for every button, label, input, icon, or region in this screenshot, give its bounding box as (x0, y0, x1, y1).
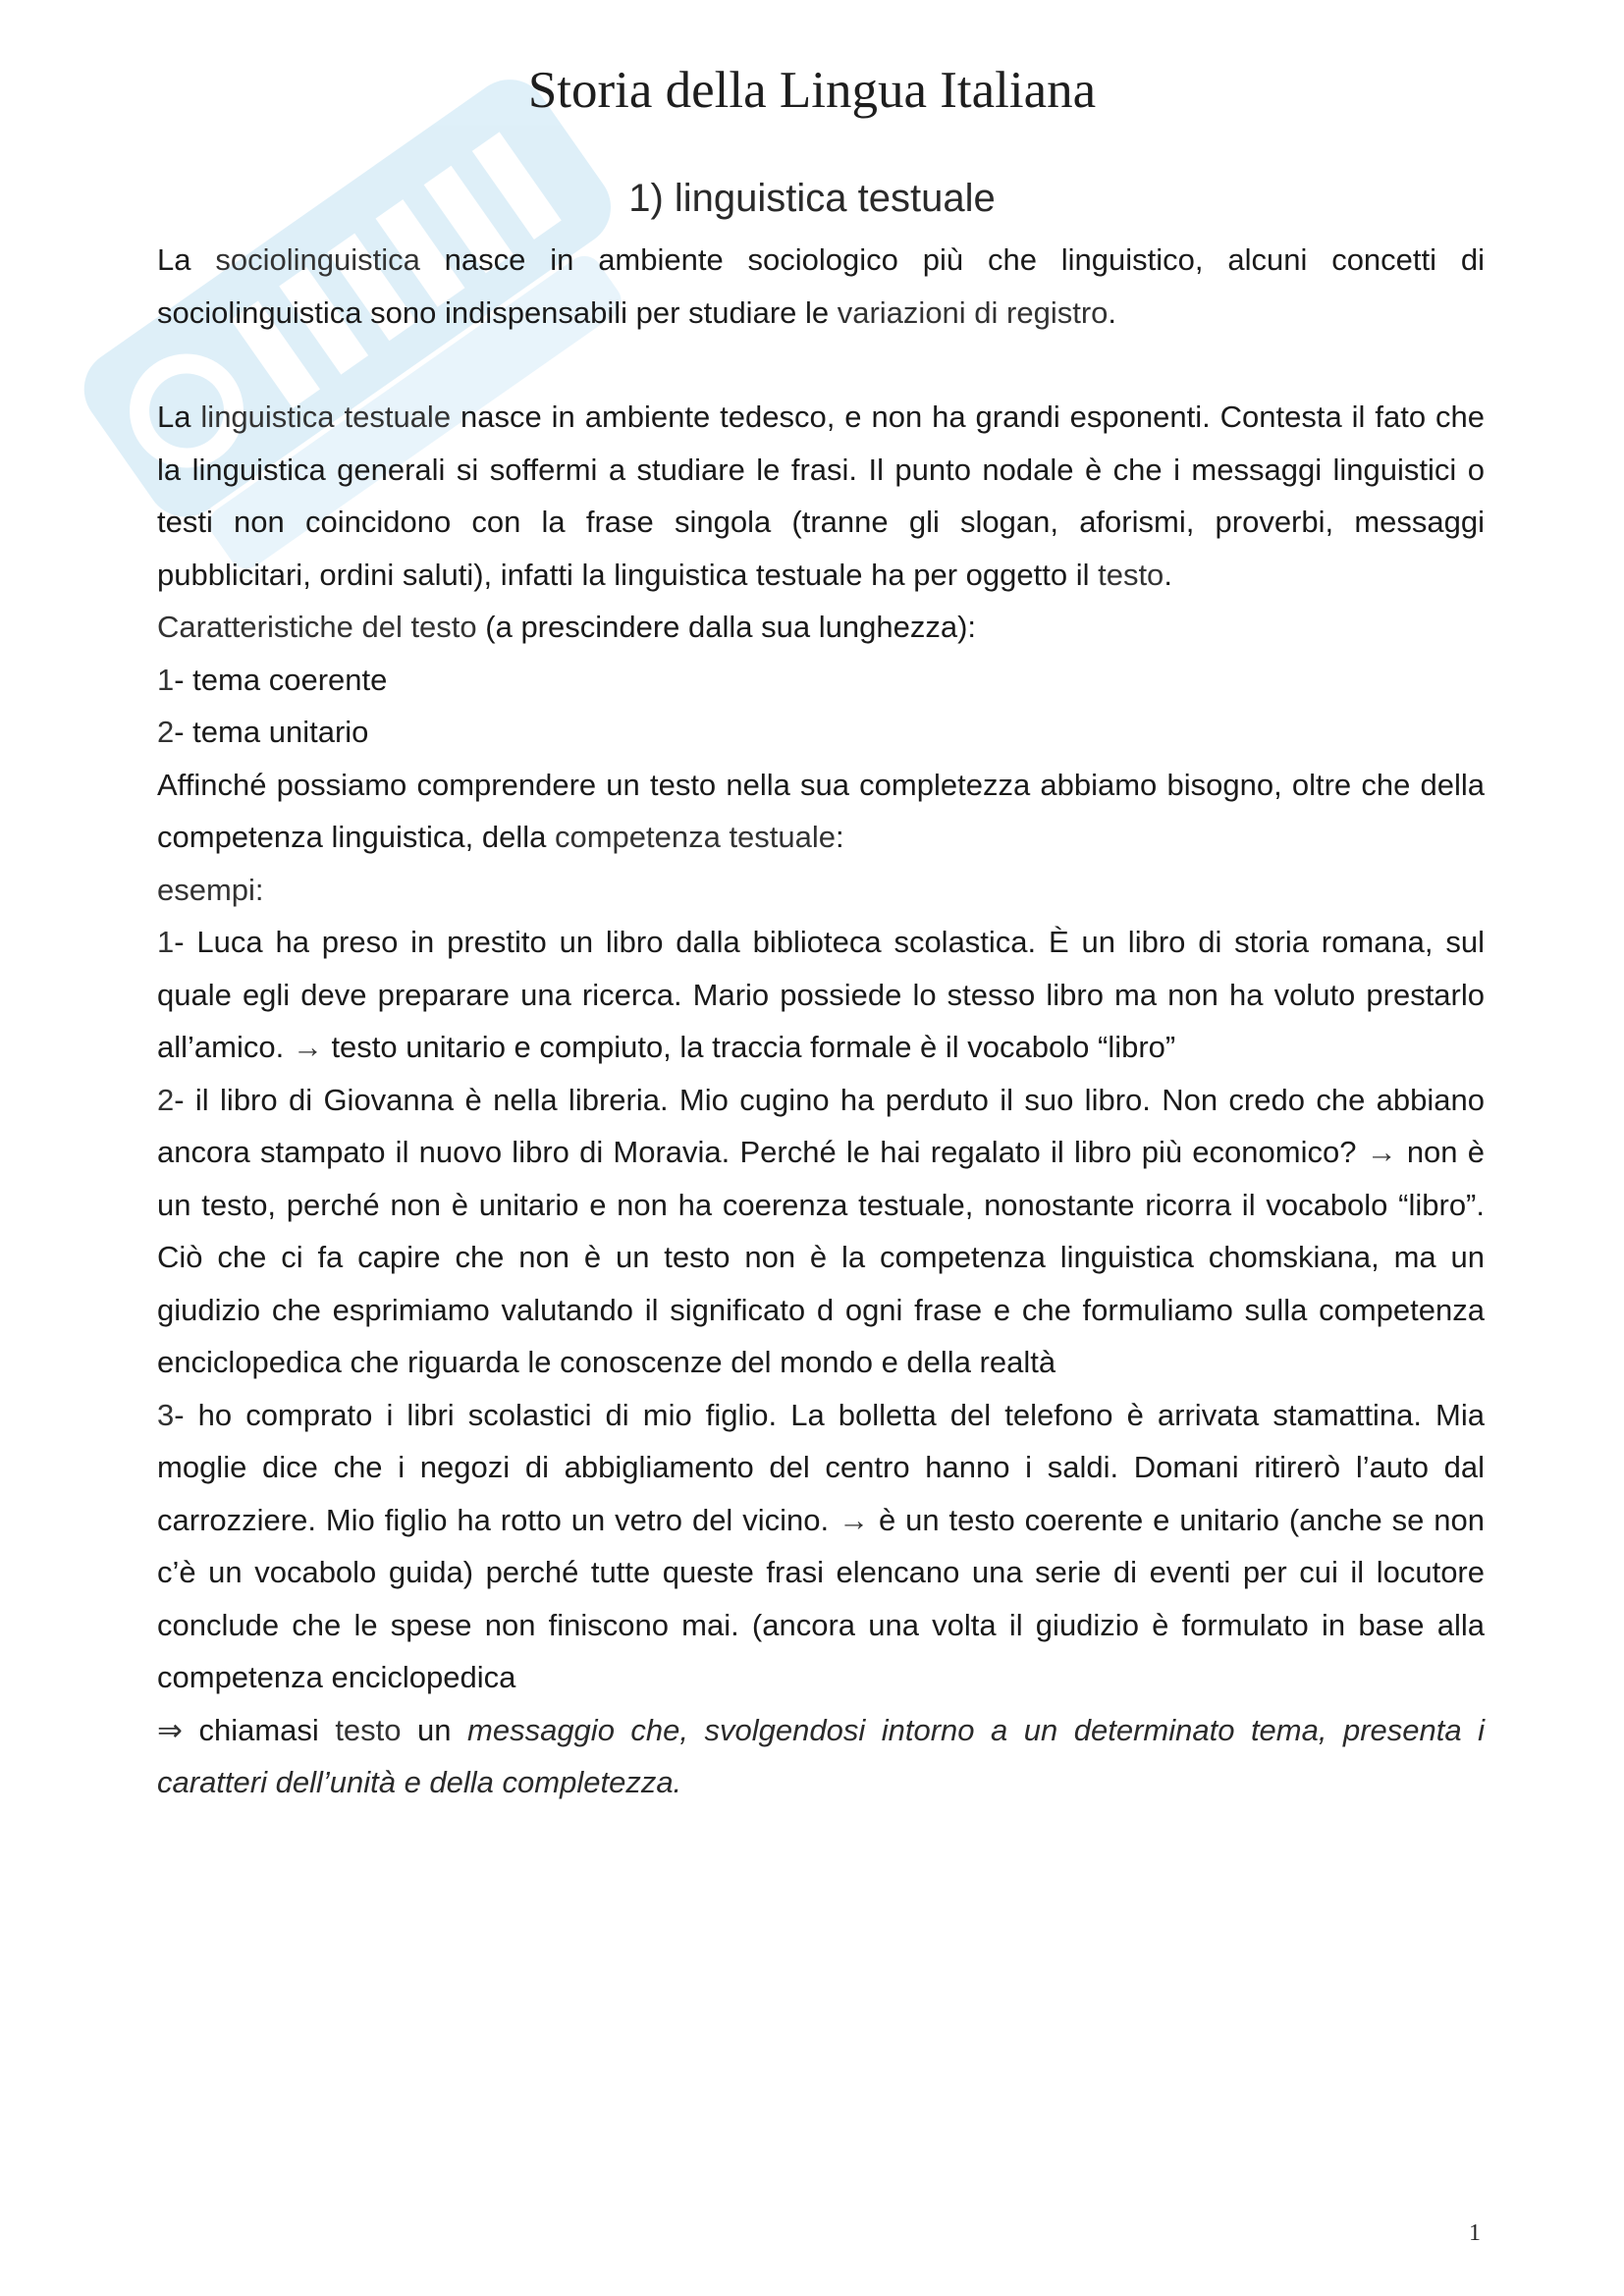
example-3: 3- ho comprato i libri scolastici di mio figlio. La bolletta del telefono è arrivata stamattina. Mia moglie dice che i negozi di abbigliamento del centro hanno i saldi. Domani ritirerò l’auto dal carrozziere. Mio figlio ha rotto un vetro del vicino. → è un testo coerente e unitario (anche se non c’è un vocabolo guida) perché tutte queste frasi elencano una serie di eventi per cui il locutore conclude che le spese non finiscono mai. (ancora una volta il giudizio è formulato in base alla competenza enciclopedica (157, 1397, 1485, 1694)
right-arrow-icon: → (839, 1502, 870, 1537)
example-1: 1- Luca ha preso in prestito un libro dalla biblioteca scolastica. È un libro di storia romana, sul quale egli deve preparare una ricerca. Mario possiede lo stesso libro ma non ha voluto prestarlo all’amico. → testo unitario e compiuto, la traccia formale è il vocabolo “libro” (157, 925, 1485, 1064)
paragraph-gap (157, 339, 1485, 391)
document-title: Storia della Lingua Italiana (527, 62, 1097, 119)
page-number: 1 (1469, 2220, 1481, 2246)
paragraph-sociolinguistica: La sociolinguistica nasce in ambiente sociologico più che linguistico, alcuni concetti di sociolinguistica sono indispensabili per studiare le variazioni di registro. (157, 242, 1485, 330)
examples-label: esempi: (157, 872, 264, 907)
paragraph-linguistica-testuale: La linguistica testuale nasce in ambiente tedesco, e non ha grandi esponenti. Contesta il fato che la linguistica generali si soffermi a studiare le frasi. Il punto nodale è che i messaggi linguistici o testi non coincidono con la frase singola (tranne gli slogan, aforismi, proverbi, messaggi pubblicitari, ordini saluti), infatti la linguistica testuale ha per oggetto il testo. (157, 400, 1485, 592)
list-item: 1- tema coerente (157, 662, 388, 697)
right-arrow-icon: → (1366, 1135, 1397, 1169)
document-body (157, 234, 1485, 1809)
paragraph-caratteristiche: Caratteristiche del testo (a prescindere dalla sua lunghezza): (157, 610, 977, 644)
list-item: 2- tema unitario (157, 715, 369, 749)
section-heading: 1) linguistica testuale (628, 177, 996, 220)
paragraph-competenza: Affinché possiamo comprendere un testo nella sua completezza abbiamo bisogno, oltre che della competenza linguistica, della competenza testuale: (157, 767, 1485, 854)
double-arrow-icon: ⇒ (157, 1712, 183, 1747)
definition-paragraph: ⇒ chiamasi testo un messaggio che, svolgendosi intorno a un determinato tema, presenta i caratteri dell’unità e della completezza. (157, 1712, 1485, 1799)
example-2: 2- il libro di Giovanna è nella libreria. Mio cugino ha perduto il suo libro. Non credo che abbiano ancora stampato il nuovo libro di Moravia. Perché le hai regalato il libro più economico? → non è un testo, perché non è unitario e non ha coerenza testuale, nonostante ricorra il vocabolo “libro”. Ciò che ci fa capire che non è un testo non è la competenza linguistica chomskiana, ma un giudizio che esprimiamo valutando il significato d ogni frase e che formuliamo sulla competenza enciclopedica che riguarda le conoscenze del mondo e della realtà (157, 1082, 1485, 1379)
right-arrow-icon: → (292, 1030, 323, 1064)
